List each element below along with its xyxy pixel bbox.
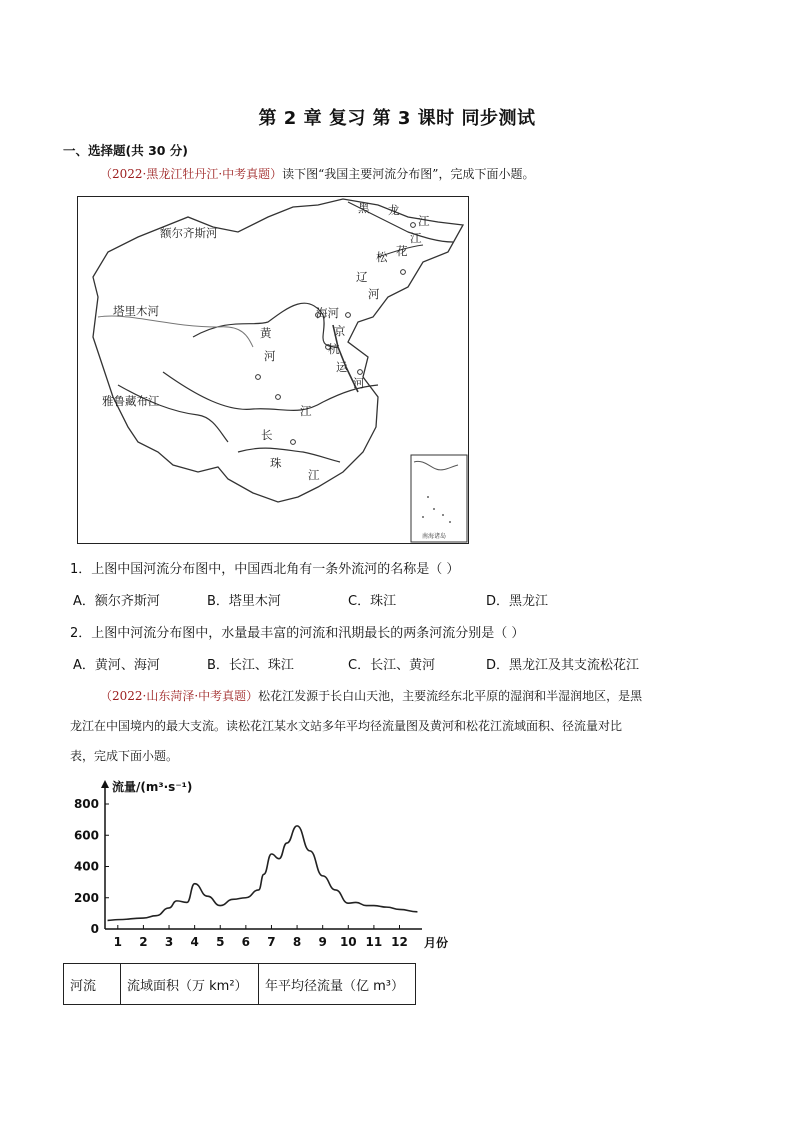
map-label-huang: 黄 (260, 326, 272, 340)
map-label-jinghang: 河 (353, 376, 365, 390)
source-tag: （2022·黑龙江牡丹江·中考真题） (100, 167, 283, 181)
y-axis-arrow (101, 780, 109, 788)
y-tick-label: 800 (73, 797, 99, 811)
island-dot (433, 508, 435, 510)
map-label-huang: 河 (264, 349, 276, 363)
y-tick-label: 400 (73, 859, 99, 874)
x-axis-label: 月份 (424, 936, 449, 950)
intro-paragraph-2-line3: 表，完成下面小题。 (70, 749, 179, 763)
map-label-songhua: 松 (376, 250, 388, 264)
island-dot (449, 521, 451, 523)
q1-option-c[interactable]: C．珠江 (348, 594, 397, 609)
x-tick-label: 3 (164, 935, 174, 949)
city-marker (291, 440, 296, 445)
q1-option-d[interactable]: D．黑龙江 (486, 594, 549, 609)
x-tick-label: 9 (318, 935, 327, 949)
map-label-heilongjiang: 江 (418, 214, 430, 228)
inset-label: 南海诸岛 (422, 533, 447, 540)
map-label-haihe: 海河 (316, 306, 339, 320)
map-label-songhua: 江 (410, 231, 422, 245)
x-tick-label: 8 (292, 935, 302, 949)
map-label-erqisi: 额尔齐斯河 (160, 226, 218, 240)
q2-option-c[interactable]: C．长江、黄河 (348, 658, 436, 673)
map-label-talimu: 塔里木河 (113, 304, 159, 318)
city-marker (411, 223, 416, 228)
intro-text: 读下图“我国主要河流分布图”，完成下面小题。 (282, 167, 535, 181)
south-china-sea-inset (411, 455, 467, 542)
map-label-zhujiang: 珠 (270, 456, 282, 470)
river-comparison-table (63, 963, 416, 1005)
pearl-river (238, 448, 340, 462)
q2-option-a[interactable]: A．黄河、海河 (73, 658, 160, 673)
map-label-changjiang: 长 (261, 428, 273, 442)
x-tick-label: 6 (241, 935, 251, 949)
map-label-jinghang: 运 (336, 360, 348, 374)
yangtze-river (163, 372, 378, 410)
map-label-jinghang: 杭 (328, 342, 340, 356)
q1-option-a[interactable]: A．额尔齐斯河 (73, 594, 160, 609)
map-label-heilongjiang: 龙 (388, 203, 400, 217)
x-tick-label: 11 (365, 935, 383, 949)
x-tick-label: 4 (190, 935, 199, 949)
y-tick-label: 0 (90, 922, 99, 936)
city-marker (358, 370, 363, 375)
q2-option-b[interactable]: B．长江、珠江 (207, 658, 294, 673)
map-label-changjiang: 江 (300, 404, 312, 418)
table-header-cell: 流域面积（万 km²） (121, 964, 259, 1005)
map-label-yalu: 雅鲁藏布江 (102, 394, 160, 408)
map-label-songhua: 花 (396, 244, 408, 258)
x-tick-label: 5 (216, 935, 225, 949)
table-header-row (64, 964, 416, 1005)
intro-paragraph-1 (100, 159, 534, 189)
map-label-liao: 河 (368, 287, 380, 301)
question-1-stem: 1．上图中国河流分布图中，中国西北角有一条外流河的名称是（ ） (70, 562, 460, 577)
city-marker (256, 375, 261, 380)
series-line (108, 826, 418, 921)
map-label-zhujiang: 江 (308, 468, 320, 482)
y-tick-label: 600 (73, 828, 99, 843)
map-label-jinghang: 京 (334, 324, 346, 338)
table-header-cell: 河流 (64, 964, 121, 1005)
q1-option-b[interactable]: B．塔里木河 (207, 594, 281, 609)
island-dot (442, 514, 444, 516)
intro-text: 松花江发源于长白山天池，主要流经东北平原的湿润和半湿润地区，是黑 (258, 689, 643, 703)
map-label-heilongjiang: 黑 (358, 201, 370, 215)
runoff-chart (60, 772, 460, 957)
x-tick-label: 12 (391, 935, 408, 949)
table-header-cell: 年平均径流量（亿 m³） (259, 964, 416, 1005)
source-tag: （2022·山东菏泽·中考真题） (100, 689, 259, 703)
city-marker (346, 313, 351, 318)
intro-paragraph-2-line2: 龙江在中国境内的最大支流。读松花江某水文站多年平均径流量图及黄河和松花江流域面积、径流量对比 (70, 719, 623, 733)
x-tick-label: 7 (267, 935, 276, 949)
question-2-stem: 2．上图中河流分布图中，水量最丰富的河流和汛期最长的两条河流分别是（ ） (70, 626, 525, 641)
section-heading: 一、选择题(共 30 分) (63, 143, 189, 158)
island-dot (422, 516, 424, 518)
map-label-liao: 辽 (356, 270, 368, 284)
intro-paragraph-2-line1 (100, 681, 642, 711)
page-title: 第 2 章 复习 第 3 课时 同步测试 (258, 108, 536, 129)
china-river-map (77, 196, 469, 544)
tarim-river (98, 316, 253, 347)
island-dot (427, 496, 429, 498)
y-tick-label: 200 (73, 890, 99, 905)
city-marker (401, 270, 406, 275)
x-tick-label: 2 (139, 935, 148, 949)
city-marker (276, 395, 281, 400)
y-axis-label: 流量/(m³·s⁻¹) (112, 780, 193, 794)
runoff-chart-svg (60, 772, 460, 957)
q2-option-d[interactable]: D．黑龙江及其支流松花江 (486, 658, 640, 673)
x-tick-label: 10 (339, 935, 357, 949)
river-map-drawing (78, 197, 468, 543)
x-tick-label: 1 (113, 935, 122, 949)
